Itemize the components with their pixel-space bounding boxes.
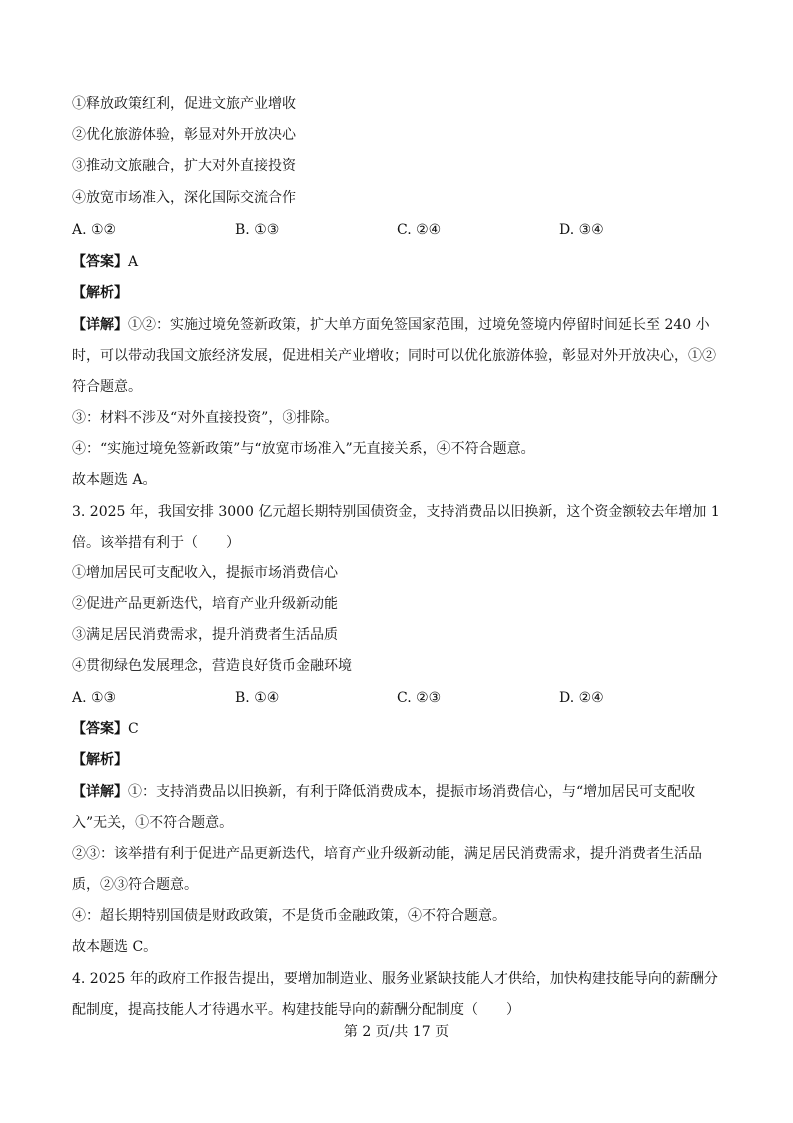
answer-tag: 【答案】 <box>72 721 128 737</box>
q2-option-1: ①释放政策红利，促进文旅产业增收 <box>72 96 296 112</box>
q3-choices <box>72 688 732 708</box>
q2-option-2: ②优化旅游体验，彰显对外开放决心 <box>72 127 296 143</box>
q3-choice-c: C. ②③ <box>397 690 442 706</box>
q3-detail-1 <box>72 777 724 839</box>
q2-option-3: ③推动文旅融合，扩大对外直接投资 <box>72 158 296 174</box>
q2-answer <box>72 252 138 272</box>
q3-analysis-tag: 【解析】 <box>72 752 128 768</box>
q2-detail-1 <box>72 310 724 403</box>
q2-detail-3: ④：“实施过境免签新政策”与“放宽市场准入”无直接关系，④不符合题意。 <box>72 441 535 457</box>
q3-choice-d: D. ②④ <box>559 690 604 706</box>
q3-option-3: ③满足居民消费需求，提升消费者生活品质 <box>72 627 338 643</box>
q3-option-4: ④贯彻绿色发展理念，营造良好货币金融环境 <box>72 658 352 674</box>
detail-text: ①②：实施过境免签新政策，扩大单方面免签国家范围，过境免签境内停留时间延长至 240 小时，可以带动我国文旅经济发展，促进相关产业增收；同时可以优化旅游体验，彰显对外开放决心，①②符合题意。 <box>72 317 716 395</box>
q2-detail-2: ③：材料不涉及“对外直接投资”，③排除。 <box>72 410 339 426</box>
q3-choice-a: A. ①③ <box>72 690 117 706</box>
q3-conclusion: 故本题选 C。 <box>72 939 158 955</box>
q3-choice-b: B. ①④ <box>235 690 280 706</box>
q3-detail-2: ②③：该举措有利于促进产品更新迭代，培育产业升级新动能，满足居民消费需求，提升消费者生活品质，②③符合题意。 <box>72 846 702 893</box>
answer-value: C <box>128 721 139 737</box>
q3-option-1: ①增加居民可支配收入，提振市场消费信心 <box>72 565 338 581</box>
q3-option-2: ②促进产品更新迭代，培育产业升级新动能 <box>72 596 338 612</box>
q2-choice-c: C. ②④ <box>397 222 442 238</box>
q3-answer <box>72 719 139 739</box>
detail-tag: 【详解】 <box>72 784 128 800</box>
q2-conclusion: 故本题选 A。 <box>72 472 157 488</box>
q4-stem: 4. 2025 年的政府工作报告提出，要增加制造业、服务业紧缺技能人才供给，加快构建技能导向的薪酬分配制度，提高技能人才待遇水平。构建技能导向的薪酬分配制度（ ） <box>72 971 718 1018</box>
answer-tag: 【答案】 <box>72 254 128 270</box>
q2-choices <box>72 220 732 240</box>
detail-text: ①：支持消费品以旧换新，有利于降低消费成本，提振市场消费信心，与“增加居民可支配收入”无关，①不符合题意。 <box>72 784 696 831</box>
q2-choice-b: B. ①③ <box>235 222 280 238</box>
q2-option-4: ④放宽市场准入，深化国际交流合作 <box>72 190 296 206</box>
q2-choice-d: D. ③④ <box>559 222 604 238</box>
q2-choice-a: A. ①② <box>72 222 117 238</box>
detail-tag: 【详解】 <box>72 317 128 333</box>
answer-value: A <box>128 254 139 270</box>
q3-stem: 3. 2025 年，我国安排 3000 亿元超长期特别国债资金，支持消费品以旧换新，这个资金额较去年增加 1 倍。该举措有利于（ ） <box>72 504 720 551</box>
q3-detail-3: ④：超长期特别国债是财政政策，不是货币金融政策，④不符合题意。 <box>72 908 506 924</box>
q2-analysis-tag: 【解析】 <box>72 285 128 301</box>
page-number: 第 2 页/共 17 页 <box>343 1024 450 1040</box>
